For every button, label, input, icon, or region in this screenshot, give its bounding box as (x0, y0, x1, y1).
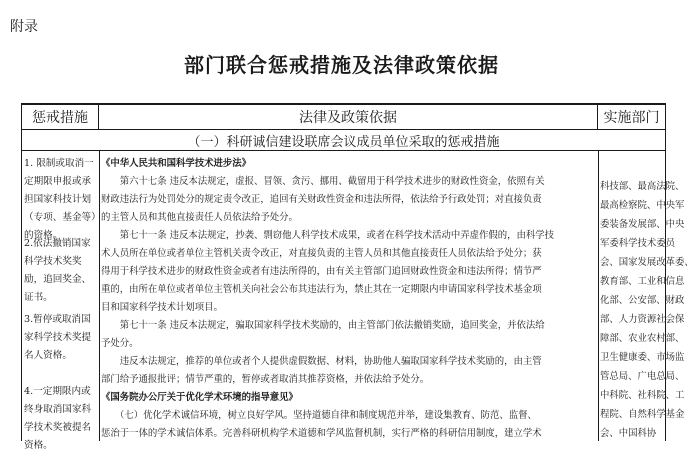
column-divider (99, 151, 100, 441)
basis-line: 违反本法规定，推荐的单位或者个人提供虚假数据、材料，协助他人骗取国家科学技术奖励的，由主管 (101, 356, 542, 367)
basis-line: 予处分。 (101, 338, 139, 349)
measure-item: 2.依法撤销国家科学技术奖奖励，追回奖金、证书。 (24, 238, 92, 303)
department-line: 卫生健康委、市场监 (600, 352, 685, 363)
basis-line: （七）优化学术诚信环境，树立良好学风。坚持道德自律和制度规范并举，建设集教育、防范、监督、 (101, 410, 537, 421)
measure-item: 3.暂停或取消国家科学技术奖提名人资格。 (24, 314, 92, 361)
basis-line: 第七十一条 违反本法规定，抄袭、剽窃他人科学技术成果，或者在科学技术活动中弄虚作假的，由科学技 (101, 230, 554, 241)
basis-line: 术人员所在单位或者单位主管机关责令改正，对直接负责的主管人员和其他直接责任人员依法给予处分；获 (101, 248, 542, 259)
appendix-label: 附录 (10, 19, 38, 35)
basis-line: 惩治于一体的学术诚信体系。完善科研机构学术道德和学风监督机制，实行严格的科研信用制度，建立学术 (101, 428, 542, 439)
basis-line: 的主管人员和其他直接责任人员依法给予处分。 (101, 212, 298, 223)
basis-line: 财政违法行为处罚处分的规定责令改正，追回有关财政性资金和违法所得，依法给予行政处罚；对直接负责 (101, 194, 542, 205)
department-line: 障部、农业农村部、 (600, 333, 685, 344)
basis-line: 第六十七条 违反本法规定，虚报、冒领、贪污、挪用、截留用于科学技术进步的财政性资金，依照有关 (101, 176, 545, 187)
department-line: 管总局、广电总局、 (600, 371, 685, 382)
basis-line: 重的，由所在单位或者单位主管机关向社会公布其违法行为，禁止其在一定期限内申请国家科学技术基金项 (101, 284, 542, 295)
column-divider (598, 151, 599, 441)
measure-item: 1. 限制或取消一定期限申报或承担国家科技计划（专项、基金等）的资格。 (24, 158, 96, 241)
department-line: 化部、公安部、财政 (600, 295, 685, 306)
department-line: 教育部、工业和信息 (600, 276, 685, 287)
department-line: 最高检察院、中央军 (600, 200, 685, 211)
punishment-table (21, 103, 694, 451)
basis-line: 得用于科学技术进步的财政性资金或者有违法所得的，由有关主管部门追回财政性资金和违法所得；情节严 (101, 266, 542, 277)
basis-line: 目和国家科学技术计划项目。 (101, 302, 223, 313)
department-line: 会、中国科协 (600, 428, 657, 439)
basis-line: 《中华人民共和国科学技术进步法》 (101, 158, 252, 169)
section-title: （一）科研诚信建设联席会议成员单位采取的惩戒措施 (22, 130, 665, 151)
document-title: 部门联合惩戒措施及法律政策依据 (184, 53, 499, 77)
department-line: 部、人力资源社会保 (600, 314, 685, 325)
department-line: 中科院、社科院、工 (600, 390, 685, 401)
department-line: 会、国家发展改革委、 (600, 257, 694, 268)
department-line: 程院、自然科学基金 (600, 409, 685, 420)
basis-line: 《国务院办公厅关于优化学术环境的指导意见》 (101, 392, 298, 403)
department-line: 科技部、最高法院、 (600, 181, 685, 192)
header-basis: 法律及政策依据 (99, 105, 598, 130)
header-departments: 实施部门 (598, 105, 665, 130)
measure-item: 4.一定期限内或终身取消国家科学技术奖被提名资格。 (24, 386, 92, 451)
header-measures: 惩戒措施 (22, 105, 99, 130)
basis-line: 部门给予通报批评；情节严重的，暂停或者取消其推荐资格，并依法给予处分。 (101, 374, 430, 385)
basis-line: 第七十一条 违反本法规定，骗取国家科学技术奖励的，由主管部门依法撤销奖励，追回奖金，并依法给 (101, 320, 545, 331)
department-line: 军委科学技术委员 (600, 238, 676, 249)
department-line: 委装备发展部、中央 (600, 219, 685, 230)
